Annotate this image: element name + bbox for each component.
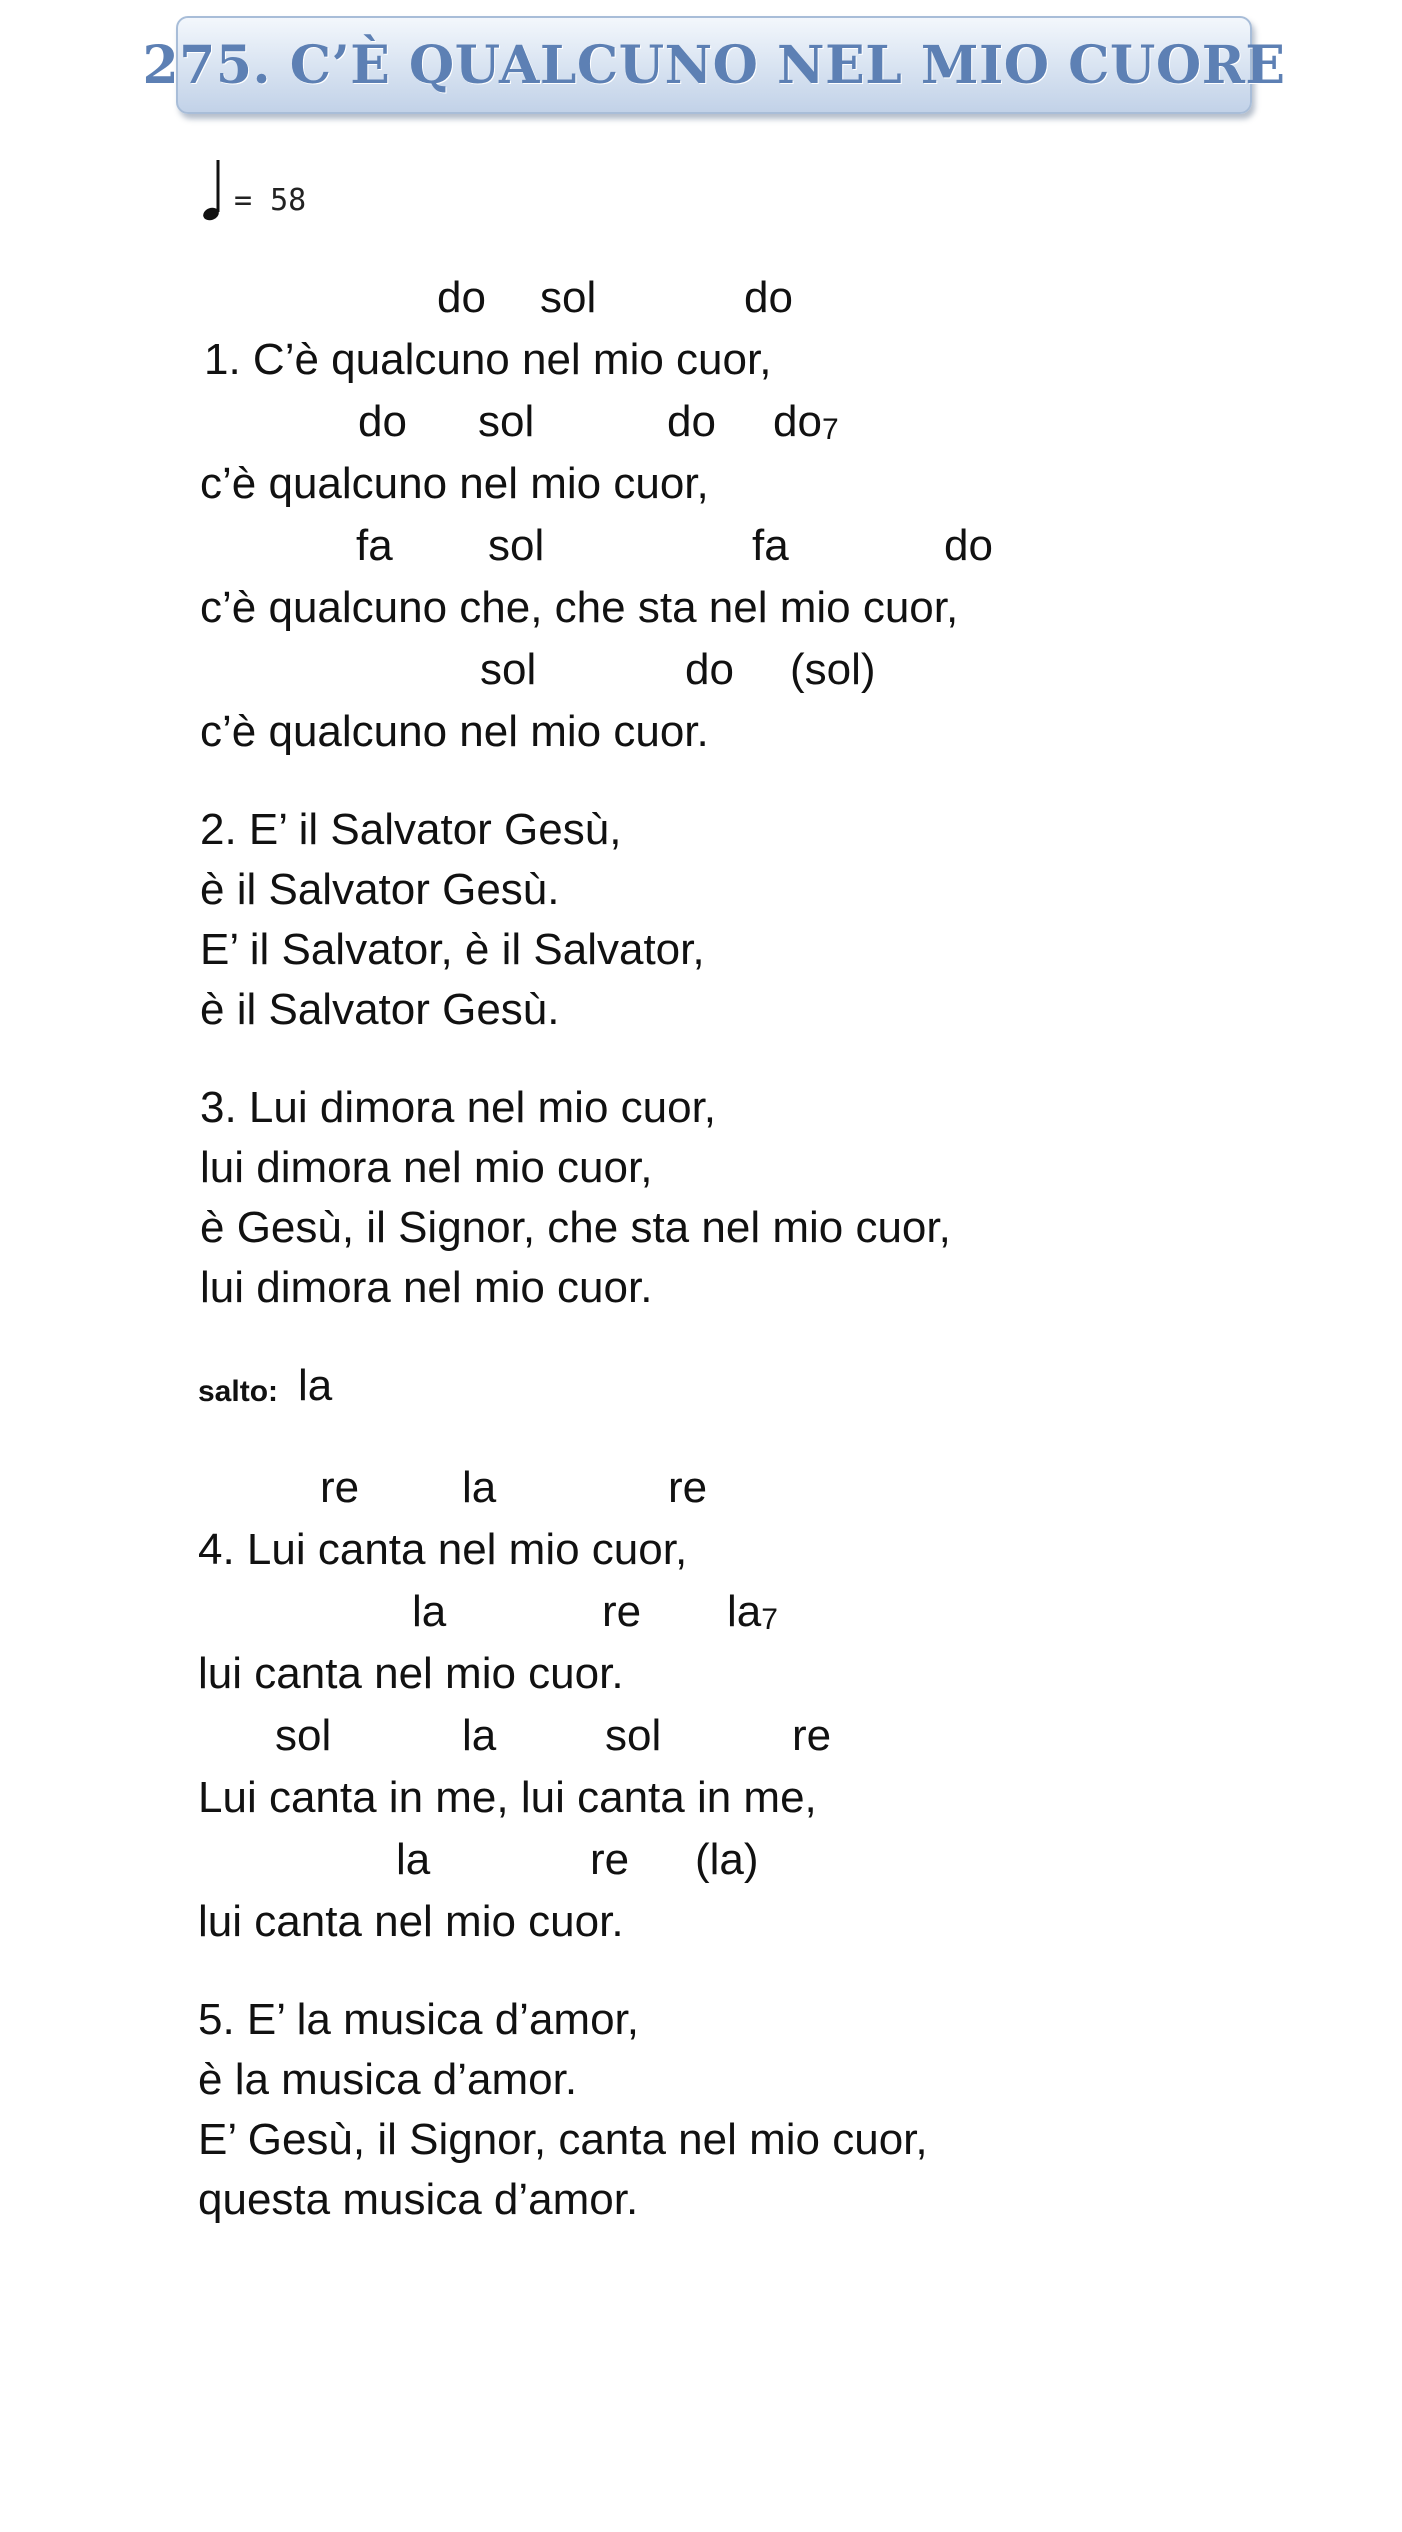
song-title: 275. C’È QUALCUNO NEL MIO CUORE [142, 34, 1286, 96]
lyric-line: lui dimora nel mio cuor, [200, 1143, 653, 1192]
song-title-banner [142, 16, 1286, 114]
chord: do [358, 397, 407, 446]
lyric-line: è Gesù, il Signor, che sta nel mio cuor, [200, 1203, 951, 1252]
lyric-line: c’è qualcuno nel mio cuor, [200, 459, 709, 508]
lyric-line: questa musica d’amor. [198, 2175, 639, 2224]
chord: sol [275, 1711, 332, 1760]
lyric-line: c’è qualcuno nel mio cuor. [200, 707, 709, 756]
lyric-line: Lui canta in me, lui canta in me, [198, 1773, 817, 1822]
chord: re [602, 1587, 642, 1636]
chord: (sol) [790, 645, 876, 694]
lyric-line: è il Salvator Gesù. [200, 985, 560, 1034]
lyric-line: è il Salvator Gesù. [200, 865, 560, 914]
tempo-marking [200, 152, 306, 222]
chord: re [320, 1463, 360, 1512]
lyric-line: E’ il Salvator, è il Salvator, [200, 925, 705, 974]
chord: do [437, 273, 486, 322]
quarter-note-icon [200, 158, 226, 222]
lyric-line: E’ Gesù, il Signor, canta nel mio cuor, [198, 2115, 928, 2164]
chord: do [944, 521, 993, 570]
chord: do [744, 273, 793, 322]
chord: fa [356, 521, 393, 570]
chord: sol [478, 397, 535, 446]
key-change-chord: la [298, 1361, 333, 1410]
chord: la [412, 1587, 447, 1636]
lyric-line: 2. E’ il Salvator Gesù, [200, 805, 622, 854]
chord: re [668, 1463, 708, 1512]
lyric-line: 5. E’ la musica d’amor, [198, 1995, 639, 2044]
chord: re [792, 1711, 832, 1760]
chord: sol [480, 645, 537, 694]
chord: fa [752, 521, 789, 570]
chord: sol [488, 521, 545, 570]
chord: re [590, 1835, 630, 1884]
chord: la [396, 1835, 431, 1884]
key-change-label: salto: [198, 1375, 279, 1408]
chord: sol [540, 273, 597, 322]
lyric-line: è la musica d’amor. [198, 2055, 578, 2104]
chord: la [462, 1463, 497, 1512]
chord: do [667, 397, 716, 446]
chord: sol [605, 1711, 662, 1760]
lyric-line: 1. C’è qualcuno nel mio cuor, [204, 335, 772, 384]
lyric-line: lui canta nel mio cuor. [198, 1897, 624, 1946]
chord: $do_7$ [773, 397, 839, 446]
lyric-line: lui canta nel mio cuor. [198, 1649, 624, 1698]
lyric-line: c’è qualcuno che, che sta nel mio cuor, [200, 583, 959, 632]
chord: do [685, 645, 734, 694]
chord: la [462, 1711, 497, 1760]
chord: $la_7$ [727, 1587, 778, 1636]
lyric-line: lui dimora nel mio cuor. [200, 1263, 653, 1312]
chord: (la) [695, 1835, 759, 1884]
tempo-value: = 58 [234, 183, 307, 218]
lyric-line: 3. Lui dimora nel mio cuor, [200, 1083, 717, 1132]
lyric-line: 4. Lui canta nel mio cuor, [198, 1525, 688, 1574]
